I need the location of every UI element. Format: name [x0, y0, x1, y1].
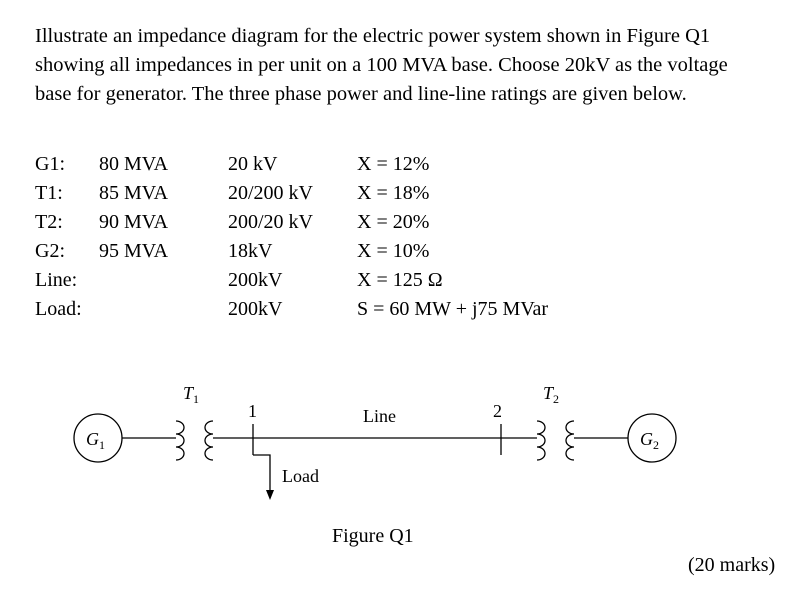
question-line-2: showing all impedances in per unit on a 100 MVA base. Choose 20kV as the voltage	[35, 54, 728, 76]
rating-name: T2:	[35, 211, 63, 233]
t1-primary-coil	[176, 421, 184, 460]
figure-caption: Figure Q1	[332, 525, 414, 547]
rating-param: S = 60 MW + j75 MVar	[357, 298, 549, 320]
rating-param: X = 18%	[357, 182, 430, 204]
t1-secondary-coil	[205, 421, 213, 460]
rating-kv: 20 kV	[228, 153, 278, 175]
t2-secondary-coil	[566, 421, 574, 460]
rating-param: X = 10%	[357, 240, 430, 262]
bus-2-label: 2	[493, 401, 502, 421]
load-feeder	[253, 455, 270, 490]
rating-kv: 20/200 kV	[228, 182, 313, 204]
rating-kv: 18kV	[228, 240, 273, 262]
question-line-1: Illustrate an impedance diagram for the electric power system shown in Figure Q1	[35, 25, 711, 47]
g2-label: $G_2$	[640, 429, 659, 452]
rating-mva: 90 MVA	[99, 211, 169, 233]
marks-label: (20 marks)	[688, 554, 776, 576]
question-line-3: base for generator. The three phase power and line-line ratings are given below.	[35, 83, 687, 105]
question-text	[35, 22, 795, 109]
t2-label: $T_2$	[543, 383, 560, 406]
g1-label: $G_1$	[86, 429, 105, 452]
rating-name: Load:	[35, 298, 82, 320]
one-line-diagram	[0, 370, 811, 520]
t2-primary-coil	[537, 421, 545, 460]
t1-label: $T_1$	[183, 383, 200, 406]
rating-mva: 85 MVA	[99, 182, 169, 204]
bus-1-label: 1	[248, 401, 257, 421]
load-label: Load	[282, 466, 319, 486]
rating-name: G2:	[35, 240, 65, 262]
rating-param: X = 20%	[357, 211, 430, 233]
load-arrow-icon	[266, 490, 274, 500]
rating-mva: 80 MVA	[99, 153, 169, 175]
rating-kv: 200kV	[228, 269, 283, 291]
rating-name: T1:	[35, 182, 63, 204]
rating-param: X = 12%	[357, 153, 430, 175]
rating-name: G1:	[35, 153, 65, 175]
rating-kv: 200kV	[228, 298, 283, 320]
rating-kv: 200/20 kV	[228, 211, 313, 233]
rating-name: Line:	[35, 269, 78, 291]
rating-param: X = 125 Ω	[357, 269, 443, 291]
rating-mva: 95 MVA	[99, 240, 169, 262]
line-label: Line	[363, 406, 396, 426]
